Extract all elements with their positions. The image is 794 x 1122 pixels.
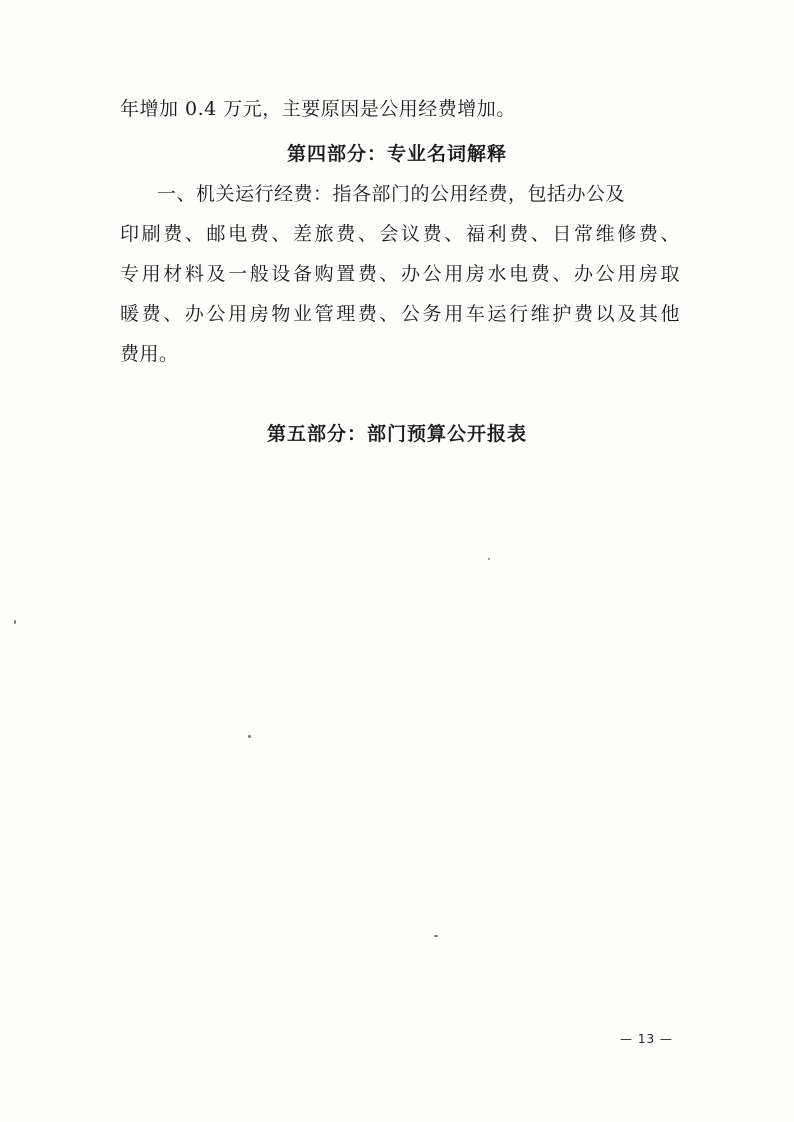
paragraph-line-1: 一、机关运行经费：指各部门的公用经费，包括办公及 bbox=[157, 183, 626, 205]
scan-speck bbox=[434, 935, 438, 937]
section-5-heading: 第五部分：部门预算公开报表 bbox=[266, 423, 527, 445]
scan-speck bbox=[248, 735, 251, 738]
paragraph-line-2: 印刷费、邮电费、差旅费、会议费、福利费、日常维修费、 bbox=[120, 223, 680, 245]
scan-speck bbox=[488, 558, 490, 560]
page-number: — 13 — bbox=[620, 1032, 673, 1046]
paragraph-line-4: 暖费、办公用房物业管理费、公务用车运行维护费以及其他 bbox=[120, 303, 680, 325]
scan-speck bbox=[14, 620, 16, 624]
continued-text-line: 年增加 0.4 万元，主要原因是公用经费增加。 bbox=[120, 98, 516, 120]
section-4-heading: 第四部分：专业名词解释 bbox=[286, 143, 507, 165]
paragraph-line-3: 专用材料及一般设备购置费、办公用房水电费、办公用房取 bbox=[120, 263, 680, 285]
paragraph-line-5: 费用。 bbox=[120, 343, 179, 365]
